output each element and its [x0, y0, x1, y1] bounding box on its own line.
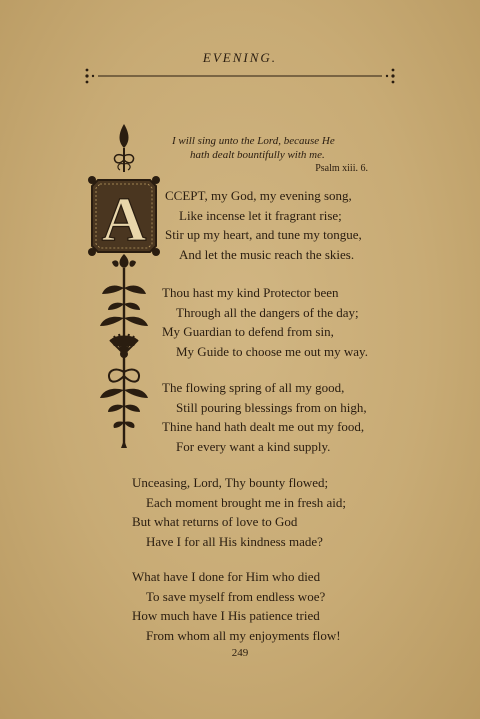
verse-line: Still pouring blessings from on high,	[176, 399, 367, 415]
verse-line: What have I done for Him who died	[132, 569, 321, 584]
verse-line: To save myself from endless woe?	[146, 588, 326, 604]
verse-line: Stir up my heart, and tune my tongue,	[165, 227, 362, 242]
verse-line: And let the music reach the skies.	[179, 246, 355, 262]
verse-line: How much have I His patience tried	[132, 608, 320, 623]
stanza-5	[132, 567, 341, 645]
epigraph	[172, 134, 372, 176]
running-head: EVENING.	[202, 50, 278, 65]
floral-drop-cap-ornament	[88, 122, 160, 452]
verse-line: From whom all my enjoyments flow!	[146, 627, 341, 643]
verse-line: Thine hand hath dealt me out my food,	[162, 419, 365, 434]
verse-line: The flowing spring of all my good,	[162, 380, 345, 395]
verse-line: Have I for all His kindness made?	[146, 533, 323, 549]
verse-line: For every want a kind supply.	[176, 438, 331, 454]
drop-cap-letter: A	[101, 186, 147, 254]
verse-line: But what returns of love to God	[132, 514, 298, 529]
epigraph-reference: Psalm xiii. 6.	[315, 163, 368, 174]
page-number: 249	[231, 647, 249, 659]
epigraph-line: hath dealt bountifully with me.	[190, 149, 325, 161]
verse-line: My Guide to choose me out my way.	[176, 343, 368, 359]
stanza-4	[132, 473, 346, 551]
verse-line: Each moment brought me in fresh aid;	[146, 494, 347, 510]
stanza-1	[165, 186, 362, 264]
verse-line: Thou hast my kind Protector been	[162, 285, 339, 300]
verse-line: Through all the dangers of the day;	[176, 304, 359, 320]
epigraph-line: I will sing unto the Lord, because He	[172, 135, 335, 147]
verse-line: Like incense let it fragrant rise;	[179, 207, 342, 223]
header-rule-ornament	[84, 66, 396, 86]
stanza-2	[162, 283, 368, 361]
stanza-3	[162, 378, 367, 456]
verse-line: My Guardian to defend from sin,	[162, 324, 334, 339]
verse-line: CCEPT, my God, my evening song,	[165, 188, 352, 203]
verse-line: Unceasing, Lord, Thy bounty flowed;	[132, 475, 329, 490]
